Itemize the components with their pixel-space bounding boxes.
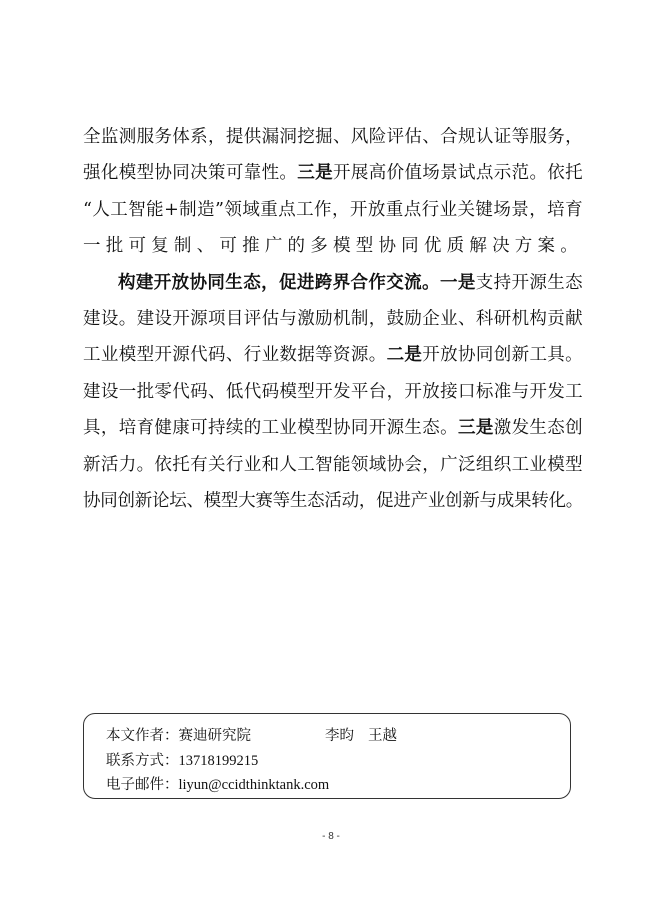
paragraph-2-line-2 [83, 301, 583, 337]
text-span: 建设。建设开源项目评估与激励机制，鼓励企业、科研机构贡献 [83, 308, 583, 329]
paragraph-1-line-3 [83, 192, 583, 228]
paragraph-2-line-5 [83, 410, 583, 446]
phone-row [106, 749, 570, 774]
text-span: 新活力。依托有关行业和人工智能领域协会，广泛组织工业模型 [83, 454, 583, 475]
paragraph-2-line-6 [83, 447, 583, 483]
email-link[interactable]: liyun@ccidthinktank.com [178, 777, 330, 793]
page-number: - 8 - [322, 831, 340, 842]
text-span: 协同创新论坛、模型大赛等生态活动，促进产业创新与成果转化。 [83, 490, 583, 511]
emphasis-er-shi: 二是 [386, 345, 423, 366]
paragraph-2-line-1 [83, 265, 583, 301]
author-label: 本文作者： [106, 728, 179, 744]
text-span: “人工智能+制造”领域重点工作，开放重点行业关键场景，培育 [83, 199, 583, 220]
text-span: 一批可复制、可推广的多模型协同优质解决方案。 [83, 236, 583, 257]
paragraph-2-line-3 [83, 337, 583, 373]
paragraph-1-line-1 [83, 119, 583, 155]
text-span: 工业模型开源代码、行业数据等资源。 [83, 345, 387, 366]
body-text [83, 119, 583, 519]
text-span: 开放协同创新工具。 [422, 345, 584, 366]
author-org: 赛迪研究院 [178, 728, 251, 744]
paragraph-2-line-7 [83, 483, 583, 519]
emphasis-yi-shi: 一是 [439, 272, 476, 293]
email-label: 电子邮件： [106, 777, 179, 793]
paragraph-1-line-2 [83, 155, 583, 191]
text-span: 具，培育健康可持续的工业模型协同开源生态。 [83, 418, 458, 439]
text-span: 支持开源生态 [475, 272, 584, 293]
phone-number: 13718199215 [178, 752, 259, 769]
text-span: 建设一批零代码、低代码模型开发平台，开放接口标准与开发工 [83, 381, 583, 402]
text-span: 全监测服务体系，提供漏洞挖掘、风险评估、合规认证等服务， [83, 127, 583, 147]
section-heading: 构建开放协同生态，促进跨界合作交流。 [118, 272, 440, 293]
phone-label: 联系方式： [106, 752, 179, 769]
paragraph-1-line-4 [83, 228, 583, 264]
author-row [106, 724, 570, 749]
emphasis-san-shi: 三是 [458, 418, 494, 439]
text-span: 开展高价值场景试点示范。依托 [333, 163, 584, 184]
email-row [106, 773, 570, 798]
emphasis-san-shi: 三是 [297, 163, 334, 184]
contact-box [83, 713, 571, 799]
author-name-2: 王越 [368, 728, 397, 744]
paragraph-2-line-4 [83, 374, 583, 410]
text-span: 强化模型协同决策可靠性。 [83, 163, 298, 184]
text-span: 激发生态创 [493, 418, 584, 439]
author-name-1: 李昀 [325, 728, 354, 744]
